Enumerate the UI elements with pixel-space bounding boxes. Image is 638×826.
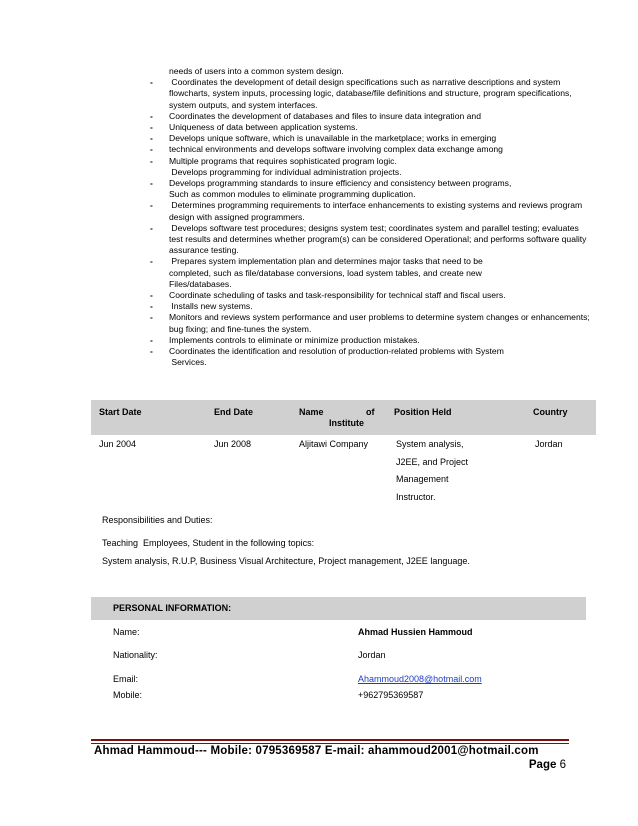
dash-bullet-icon: - xyxy=(150,133,153,144)
footer-contact: Ahmad Hammoud--- Mobile: 0795369587 E-mail: ahammoud2001@hotmail.com xyxy=(94,745,539,757)
personal-info-title: PERSONAL INFORMATION: xyxy=(113,603,232,613)
cell-start-date: Jun 2004 xyxy=(99,439,137,449)
footer-rule xyxy=(91,739,569,741)
cell-position-line: System analysis, xyxy=(396,439,464,449)
responsibilities-line: Teaching Employees, Student in the following topics: xyxy=(102,538,315,548)
cell-position-line: J2EE, and Project xyxy=(396,456,469,467)
list-item: - Monitors and reviews system performance and user problems to determine system changes or enhancements; bug fixing; and fine-tunes the system. xyxy=(150,312,593,334)
dash-bullet-icon: - xyxy=(150,122,153,133)
job-table-header xyxy=(91,400,596,435)
dash-bullet-icon: - xyxy=(150,200,153,211)
page-number xyxy=(529,759,566,771)
list-item: - Develops programming standards to insure efficiency and consistency between programs, Such as common modules to eliminate programming duplication. xyxy=(150,178,512,200)
name-label: Name: xyxy=(113,627,140,637)
cell-position-line: Management xyxy=(396,474,449,484)
name-value: Ahmad Hussien Hammoud xyxy=(358,627,473,637)
cell-country: Jordan xyxy=(535,439,563,449)
duties-list xyxy=(150,66,593,368)
list-item: - Develops software test procedures; designs system test; coordinates system and parallel testing; evaluates test results and determines whether program(s) can be considered Operational; and performs software quality assurance testing. xyxy=(150,222,589,256)
header-start-date: Start Date xyxy=(99,407,142,417)
dash-bullet-icon: - xyxy=(150,155,153,166)
list-item: - Prepares system implementation plan and determines major tasks that need to be completed, such as file/database conversions, load system tables, and create new Files/databases. xyxy=(150,256,483,289)
personal-info-header xyxy=(91,597,586,620)
list-item: - technical environments and develops software involving complex data exchange among xyxy=(150,144,503,155)
responsibilities-line: System analysis, R.U.P, Business Visual Architecture, Project management, J2EE language. xyxy=(102,556,470,566)
mobile-label: Mobile: xyxy=(113,690,143,700)
dash-bullet-icon: - xyxy=(150,222,153,233)
list-item: - Coordinate scheduling of tasks and task-responsibility for technical staff and fiscal users. xyxy=(150,290,506,301)
cell-position-line: Instructor. xyxy=(396,491,436,502)
dash-bullet-icon: - xyxy=(150,301,153,312)
dash-bullet-icon: - xyxy=(150,290,153,301)
cell-institute: Aljitawi Company xyxy=(299,439,369,449)
header-country: Country xyxy=(533,407,568,417)
dash-bullet-icon: - xyxy=(150,256,153,267)
header-institute: Institute xyxy=(329,418,364,428)
duties-intro: needs of users into a common system design. xyxy=(169,66,344,76)
footer-rule-thin xyxy=(91,743,569,744)
list-item: - Coordinates the identification and resolution of production-related problems with System Services. xyxy=(150,346,504,368)
header-name: Name xyxy=(299,407,324,417)
list-item: - Coordinates the development of databases and files to insure data integration and xyxy=(150,110,481,121)
cell-end-date: Jun 2008 xyxy=(214,439,252,449)
header-position: Position Held xyxy=(394,407,452,417)
dash-bullet-icon: - xyxy=(150,334,153,345)
page-label: Page xyxy=(528,759,557,771)
list-item: - Develops unique software, which is unavailable in the marketplace; works in emerging xyxy=(150,133,497,144)
list-item: - Determines programming requirements to interface enhancements to existing systems and reviews program design with assigned programmers. xyxy=(150,200,585,222)
dash-bullet-icon: - xyxy=(150,178,153,189)
dash-bullet-icon: - xyxy=(150,346,153,357)
list-item: - Multiple programs that requires sophisticated program logic. Develops programming for individual administration projects. xyxy=(150,155,402,177)
list-item: - Coordinates the development of detail design specifications such as narrative descriptions and system flowcharts, system inputs, processing logic, database/file definitions and structure, program specifications, system outputs, and system interfaces. xyxy=(150,77,575,110)
dash-bullet-icon: - xyxy=(150,77,153,88)
dash-bullet-icon: - xyxy=(150,312,153,323)
list-item: - Uniqueness of data between application systems. xyxy=(150,122,358,133)
responsibilities-heading: Responsibilities and Duties: xyxy=(102,515,213,525)
email-link[interactable]: Ahammoud2008@hotmail.com xyxy=(358,674,482,684)
list-item: - Installs new systems. xyxy=(150,301,253,312)
nationality-label: Nationality: xyxy=(113,650,158,660)
dash-bullet-icon: - xyxy=(150,110,153,121)
dash-bullet-icon: - xyxy=(150,144,153,155)
nationality-value: Jordan xyxy=(358,650,386,660)
mobile-value: +962795369587 xyxy=(358,690,424,700)
page-number-value: 6 xyxy=(559,759,566,771)
list-item: - Implements controls to eliminate or minimize production mistakes. xyxy=(150,334,420,345)
header-end-date: End Date xyxy=(214,407,254,417)
header-of: of xyxy=(366,407,375,417)
email-label: Email: xyxy=(113,674,139,684)
